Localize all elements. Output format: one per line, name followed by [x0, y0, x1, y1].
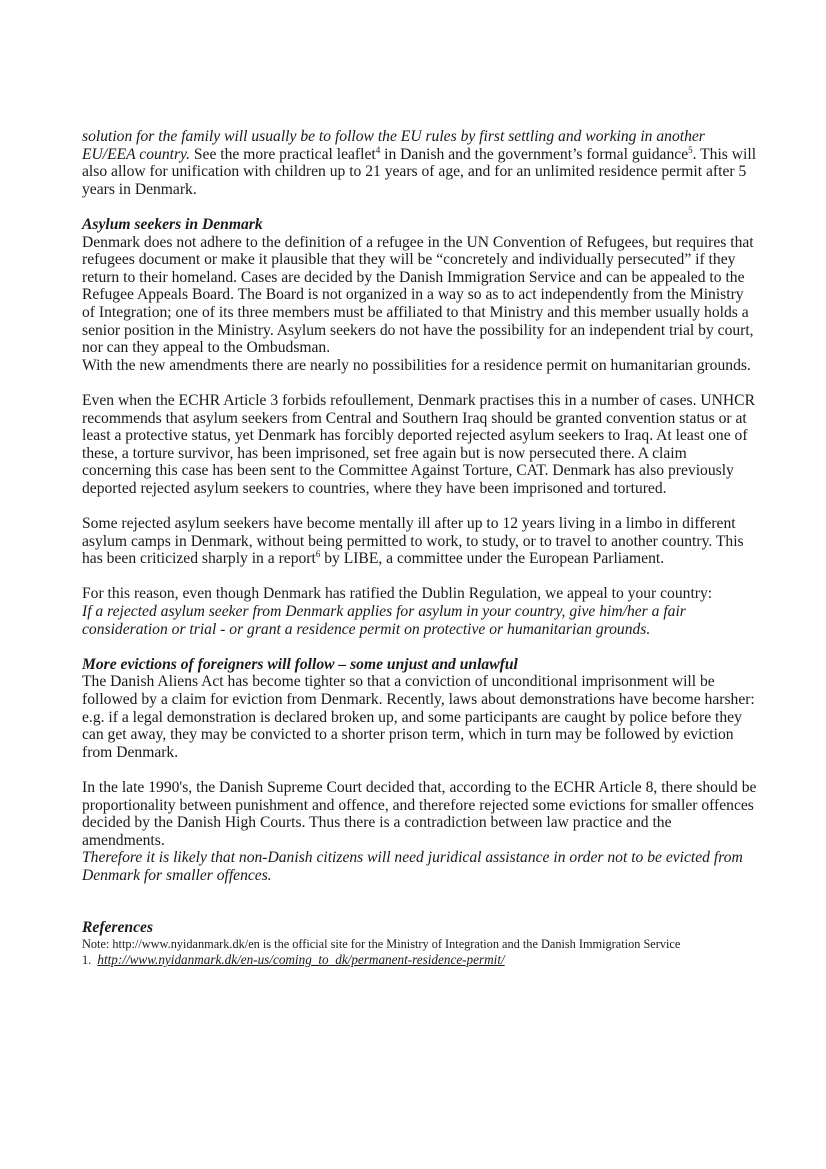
- dublin-paragraph: For this reason, even though Denmark has ratified the Dublin Regulation, we appeal to your country:: [82, 585, 713, 603]
- reference-item: [82, 952, 758, 968]
- court-paragraph: In the late 1990's, the Danish Supreme Court decided that, according to the ECHR Article 8, there should be proportionality between punishment and offence, and therefore rejected some evictions for smaller offences decided by the Danish High Courts. Thus there is a contradiction between law practice and the amendments.: [82, 778, 757, 849]
- asylum-paragraph: With the new amendments there are nearly no possibilities for a residence permit on humanitarian grounds.: [82, 356, 751, 374]
- dublin-appeal-italic: If a rejected asylum seeker from Denmark applies for asylum in your country, give him/her a fair consideration or trial - or grant a residence permit on protective or humanitarian grounds.: [82, 603, 686, 638]
- references-heading: References: [82, 918, 154, 936]
- section-heading: Asylum seekers in Denmark: [82, 215, 263, 233]
- footnote-marker[interactable]: 4: [375, 144, 381, 155]
- dublin-section: [82, 585, 758, 638]
- limbo-text: by LIBE, a committee under the European Parliament.: [320, 550, 665, 568]
- asylum-paragraph: Denmark does not adhere to the definition of a refugee in the UN Convention of Refugees, but requires that refugees document or make it plausible that they will be “concretely and individually persecuted” if they return to their homeland. Cases are decided by the Danish Immigration Service and can be appealed to the Refugee Appeals Board. The Board is not organized in a way so as to act independently from the Ministry of Integration; one of its three members must be affiliated to that Ministry and this member usually holds a senior position in the Ministry. Asylum seekers do not have the possibility for an independent trial by court, nor can they appeal to the Ombudsman.: [82, 233, 754, 357]
- court-section: [82, 779, 758, 885]
- court-italic: Therefore it is likely that non-Danish citizens will need juridical assistance in order not to be evicted from Denmark for smaller offences.: [82, 849, 743, 884]
- intro-text: See the more practical leaflet: [189, 145, 376, 163]
- intro-paragraph: [82, 128, 758, 198]
- intro-text: . This will also allow for unification with children up to 21 years of age, and for an unlimited residence permit after 5 years in Denmark.: [82, 145, 757, 198]
- references-section: [82, 919, 758, 969]
- reference-number: 1.: [82, 953, 92, 968]
- evictions-section: [82, 656, 758, 762]
- reference-link[interactable]: http://www.nyidanmark.dk/en-us/coming_to_dk/permanent-residence-permit/: [97, 952, 505, 968]
- intro-italic-text: solution for the family will usually be to follow the EU rules by first settling and working in another EU/EEA country.: [82, 128, 705, 163]
- echr-paragraph: Even when the ECHR Article 3 forbids refoullement, Denmark practises this in a number of cases. UNHCR recommends that asylum seekers from Central and Southern Iraq should be granted convention status or at least a protective status, yet Denmark has forcibly deported rejected asylum seekers to Iraq. At least one of these, a torture survivor, has been imprisoned, set free again but is now persecuted there. A claim concerning this case has been sent to the Committee Against Torture, CAT. Denmark has also previously deported rejected asylum seekers to countries, where they have been imprisoned and tortured.: [82, 391, 755, 497]
- limbo-text: Some rejected asylum seekers have become mentally ill after up to 12 years living in a limbo in different asylum camps in Denmark, without being permitted to work, to study, or to travel to another country. This has been criticized sharply in a report: [82, 515, 744, 568]
- intro-text: in Danish and the government’s formal guidance: [380, 145, 689, 163]
- asylum-section: [82, 216, 758, 374]
- limbo-paragraph: [82, 515, 758, 568]
- references-note: Note: http://www.nyidanmark.dk/en is the official site for the Ministry of Integration and the Danish Immigration Service: [82, 937, 681, 952]
- evictions-paragraph: The Danish Aliens Act has become tighter so that a conviction of unconditional imprisonment will be followed by a claim for eviction from Denmark. Recently, laws about demonstrations have become harsher: e.g. if a legal demonstration is declared broken up, and some participants are caught by police before they can get away, they may be convicted to a shorter prison term, which in turn may be followed by eviction from Denmark.: [82, 673, 755, 761]
- footnote-marker[interactable]: 6: [315, 549, 321, 560]
- footnote-marker[interactable]: 5: [688, 144, 693, 155]
- section-heading: More evictions of foreigners will follow – some unjust and unlawful: [82, 655, 518, 673]
